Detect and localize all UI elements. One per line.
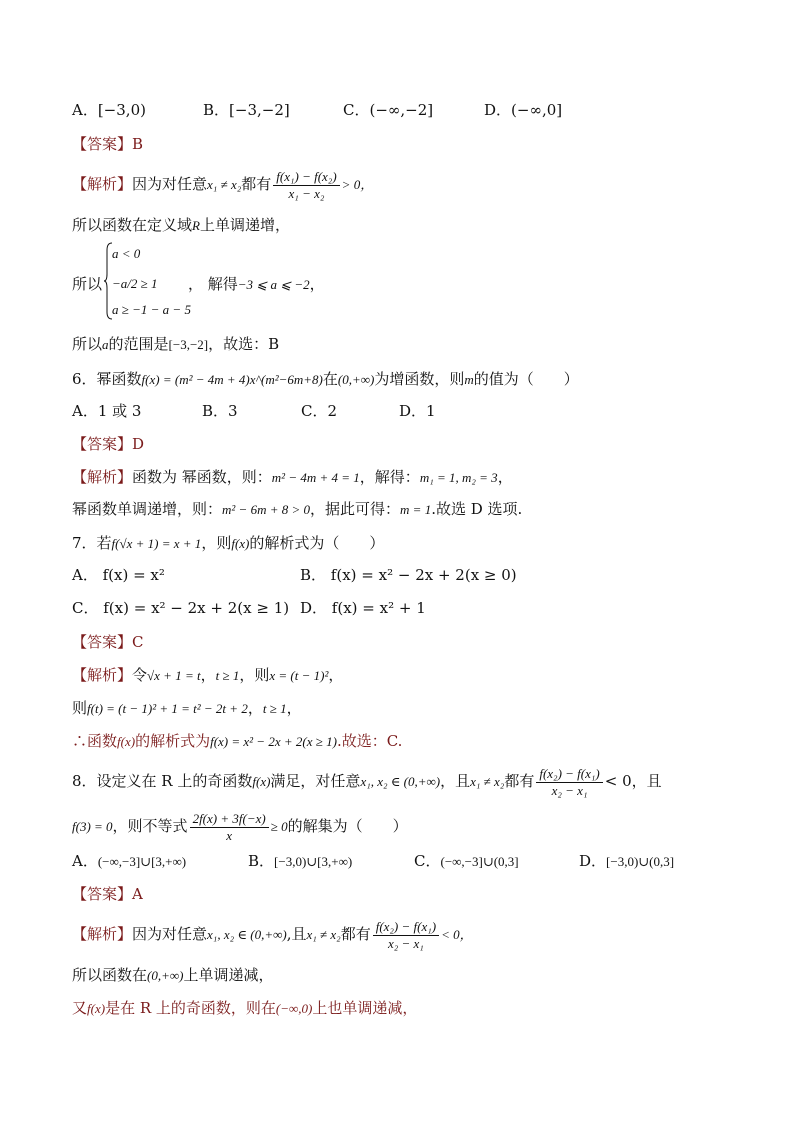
text: 6．幂函数 <box>72 370 142 388</box>
q8-stem-2 <box>72 808 408 845</box>
q5-answer <box>72 134 143 154</box>
formula: x₁ ≠ x₂ <box>306 927 341 942</box>
answer-value: C <box>132 633 144 651</box>
fraction-denominator: x <box>226 827 233 843</box>
text: 的范围是 <box>108 335 169 353</box>
q5-explanation-3 <box>72 274 102 294</box>
q5-option-b: B．[−3,−2] <box>203 101 290 119</box>
formula: m <box>464 372 474 387</box>
text: 都有 <box>504 772 535 790</box>
text: 是在 R 上的奇函数，则在 <box>105 999 276 1017</box>
text: 都有 <box>340 925 371 943</box>
formula: f(3) = 0 <box>72 819 113 834</box>
text: 幂函数单调递增，则： <box>72 500 223 518</box>
text: 满足，对任意 <box>270 772 361 790</box>
text: 则 <box>72 699 88 717</box>
text: 的解析式为（ ） <box>249 534 385 552</box>
fraction-numerator: f(x₂) − f(x₁) <box>373 919 439 936</box>
answer-value: B <box>132 135 144 153</box>
fraction <box>273 169 339 202</box>
formula: f(t) = (t − 1)² + 1 = t² − 2t + 2 <box>87 701 248 716</box>
text: 函数为 幂函数，则： <box>132 468 272 486</box>
text: 的值为（ ） <box>473 370 579 388</box>
formula: a <box>102 337 109 352</box>
explanation-label: 【解析】 <box>72 175 133 193</box>
system-line-2: −a/2 ≥ 1 <box>112 276 158 291</box>
q7-option-c: C． f(x) = x² − 2x + 2(x ≥ 1) <box>72 599 290 617</box>
text: ，据此可得： <box>310 500 401 518</box>
text: 都有 <box>241 175 272 193</box>
text: ，解得： <box>359 468 420 486</box>
fraction-numerator: 2f(x) + 3f(−x) <box>190 811 269 828</box>
q7-explanation-1 <box>72 665 343 686</box>
explanation-label: 【解析】 <box>72 666 133 684</box>
option-letter: B． <box>248 852 275 870</box>
formula: t ≥ 1 <box>262 701 287 716</box>
answer-label: 【答案】 <box>72 885 133 903</box>
text: 8．设定义在 R 上的奇函数 <box>72 772 253 790</box>
formula: (0,+∞) <box>337 372 375 387</box>
text: 令 <box>132 666 148 684</box>
fraction-denominator: x₁ − x₂ <box>288 185 325 201</box>
text: ，且 <box>440 772 471 790</box>
q6-option-b: B．3 <box>202 402 238 420</box>
fraction-denominator: x₂ − x₁ <box>387 935 424 951</box>
text: 在 <box>322 370 338 388</box>
fraction <box>190 811 269 844</box>
q5-option-c: C．(−∞,−2] <box>343 101 434 119</box>
option-value: [−3,0)∪(0,3] <box>606 854 675 869</box>
q5-explanation-4 <box>72 334 279 355</box>
fraction-numerator: f(x₁) − f(x₂) <box>273 169 339 186</box>
q7-option-a: A． f(x) = x² <box>72 566 165 584</box>
option-value: (−∞,−3]∪(0,3] <box>440 854 519 869</box>
formula: f(x) = (m² − 4m + 4)x^(m²−6m+8) <box>141 372 323 387</box>
option-value: (−∞,−3]∪[3,+∞) <box>97 854 187 869</box>
formula: m² − 6m + 8 > 0 <box>222 502 311 517</box>
formula: x₁ ≠ x₂ <box>470 774 505 789</box>
formula: m = 1 <box>400 502 432 517</box>
text: ， <box>497 468 513 486</box>
explanation-label: 【解析】 <box>72 468 133 486</box>
q6-option-a: A．1 或 3 <box>72 402 142 420</box>
fraction <box>536 766 602 799</box>
text: ∴函数 <box>72 732 118 750</box>
text: 上也单调递减， <box>312 999 418 1017</box>
q6-explanation-1 <box>72 467 513 488</box>
q8-option-b <box>248 851 352 872</box>
q8-explanation-1 <box>72 916 473 953</box>
text: 又 <box>72 999 88 1017</box>
q7-explanation-2 <box>72 698 302 719</box>
text: 所以 <box>72 275 103 293</box>
text: .故选：C. <box>336 732 403 750</box>
formula: m² − 4m + 4 = 1 <box>271 470 360 485</box>
formula: R <box>192 218 200 233</box>
formula: f(x) <box>252 774 271 789</box>
answer-value: D <box>132 435 145 453</box>
system-line-3: a ≥ −1 − a − 5 <box>112 302 191 317</box>
q6-option-d: D．1 <box>399 402 436 420</box>
q7-option-b: B． f(x) = x² − 2x + 2(x ≥ 0) <box>300 566 517 584</box>
text: ， <box>309 275 325 293</box>
formula: > 0， <box>341 177 374 192</box>
formula: f(x) <box>87 1001 106 1016</box>
answer-label: 【答案】 <box>72 435 133 453</box>
formula: x₁ ≠ x₂ <box>207 177 242 192</box>
fraction-denominator: x₂ − x₁ <box>551 782 588 798</box>
q7-option-d: D． f(x) = x² + 1 <box>300 599 426 617</box>
text: 因为对任意 <box>132 925 208 943</box>
q7-explanation-3 <box>72 731 402 752</box>
q8-explanation-3 <box>72 998 417 1019</box>
formula: (−∞,0) <box>275 1001 313 1016</box>
text: ， <box>247 699 263 717</box>
q5-option-d: D．(−∞,0] <box>484 101 563 119</box>
q5-option-a: A．[−3,0) <box>72 101 146 119</box>
system-line-1: a < 0 <box>112 246 141 261</box>
option-value: [−3,0)∪[3,+∞) <box>274 854 353 869</box>
formula: f(x) <box>117 734 136 749</box>
text: 的解析式为 <box>135 732 211 750</box>
text: 所以函数在定义域 <box>72 216 193 234</box>
formula: x₁, x₂ ∈ (0,+∞) <box>207 927 287 942</box>
q6-stem <box>72 369 579 390</box>
q6-explanation-2 <box>72 499 522 520</box>
formula: √x + 1 = t <box>147 668 201 683</box>
explanation-label: 【解析】 <box>72 925 133 943</box>
formula: t ≥ 1 <box>215 668 240 683</box>
option-letter: A． <box>72 852 98 870</box>
text: ，则不等式 <box>112 817 188 835</box>
q8-option-c <box>414 851 519 872</box>
answer-label: 【答案】 <box>72 135 133 153</box>
q7-answer <box>72 632 144 652</box>
q5-explanation-3b <box>188 274 325 295</box>
text: ，则 <box>201 534 232 552</box>
formula: f(x) <box>231 536 250 551</box>
text: < 0，且 <box>604 772 662 790</box>
answer-label: 【答案】 <box>72 633 133 651</box>
formula: x = (t − 1)² <box>269 668 329 683</box>
text: 7．若 <box>72 534 112 552</box>
formula: (0,+∞) <box>147 968 184 983</box>
formula: −3 ⩽ a ⩽ −2 <box>237 277 310 292</box>
q7-stem <box>72 533 384 554</box>
answer-value: A <box>132 885 143 903</box>
formula: f(√x + 1) = x + 1 <box>111 536 202 551</box>
text: ，故选：B <box>208 335 280 353</box>
q8-answer <box>72 884 143 904</box>
text: 所以 <box>72 335 103 353</box>
text: ，则 <box>239 666 270 684</box>
text: ， <box>328 666 344 684</box>
option-letter: D． <box>579 852 607 870</box>
q8-explanation-2 <box>72 965 273 986</box>
q8-stem-1 <box>72 763 662 800</box>
text: 上单调递减， <box>183 966 274 984</box>
text: 为增函数，则 <box>374 370 465 388</box>
q5-explanation-2 <box>72 215 290 236</box>
q8-option-d <box>579 851 674 872</box>
fraction-numerator: f(x₂) − f(x₁) <box>536 766 602 783</box>
text: 因为对任意 <box>132 175 208 193</box>
formula: m₁ = 1, m₂ = 3 <box>419 470 498 485</box>
fraction <box>373 919 439 952</box>
text: ,且 <box>286 925 307 943</box>
formula: f(x) = x² − 2x + 2(x ≥ 1) <box>210 734 337 749</box>
text: 的解集为（ ） <box>287 817 408 835</box>
formula: < 0， <box>441 927 473 942</box>
formula: ≥ 0 <box>270 819 288 834</box>
text: 上单调递增， <box>199 216 290 234</box>
q6-answer <box>72 434 144 454</box>
q6-option-c: C．2 <box>301 402 338 420</box>
text: ， <box>286 699 302 717</box>
text: ， <box>200 666 216 684</box>
text: ， 解得 <box>188 275 238 293</box>
q5-explanation-1 <box>72 166 373 203</box>
q8-option-a <box>72 851 186 872</box>
text: 所以函数在 <box>72 966 148 984</box>
formula: x₁, x₂ ∈ (0,+∞) <box>360 774 441 789</box>
text: .故选 D 选项. <box>431 500 523 518</box>
option-letter: C． <box>414 852 441 870</box>
formula: [−3,−2] <box>168 337 209 352</box>
